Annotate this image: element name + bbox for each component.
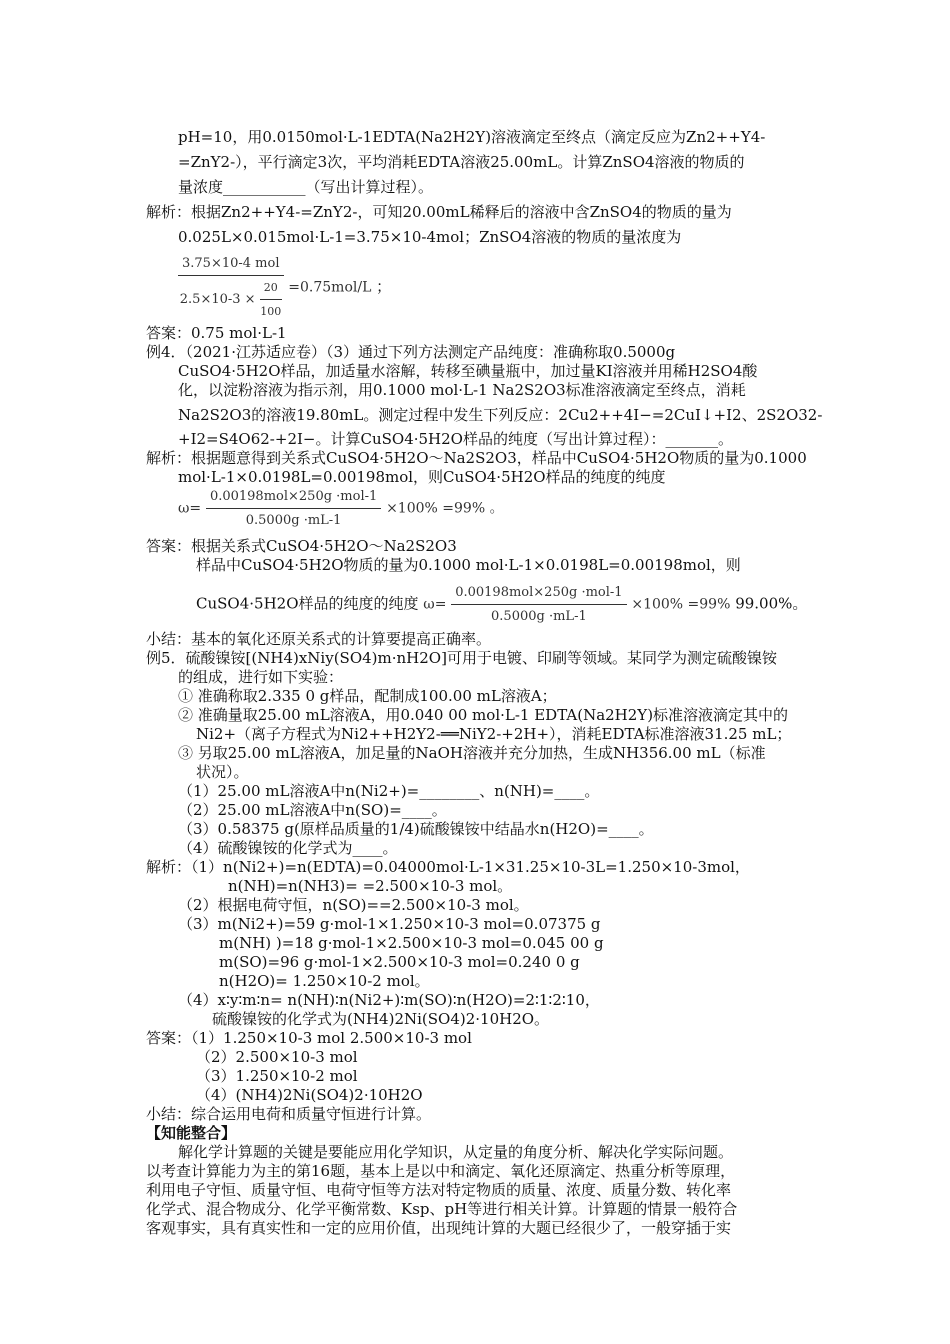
formula-result: ×100% =99% bbox=[631, 596, 731, 613]
analysis-line: n(NH)=n(NH3)= =2.500×10-3 mol。 bbox=[228, 877, 513, 895]
paragraph-line: 利用电子守恒、质量守恒、电荷守恒等方法对特定物质的质量、浓度、质量分数、转化率 bbox=[146, 1181, 732, 1199]
paragraph-line: 以考查计算能力为主的第16题，基本上是以中和滴定、氧化还原滴定、热重分析等原理， bbox=[146, 1162, 736, 1180]
text-line: =ZnY2-），平行滴定3次，平均消耗EDTA溶液25.00mL。计算ZnSO4溶液的物质的 bbox=[178, 153, 745, 171]
example-line: +I2=S4O62-+2I−。计算CuSO4·5H2O样品的纯度（写出计算过程）：_______。 bbox=[178, 430, 733, 448]
answer-line: （4）(NH4)2Ni(SO4)2·10H2O bbox=[196, 1086, 423, 1104]
answer-line: （2）2.500×10-3 mol bbox=[196, 1048, 358, 1066]
analysis-line: （3）m(Ni2+)=59 g·mol-1×1.250×10-3 mol=0.07375 g bbox=[178, 915, 601, 933]
formula-purity bbox=[178, 487, 504, 530]
formula-result: =0.75mol/L bbox=[288, 279, 372, 296]
analysis-line: m(NH) )=18 g·mol-1×2.500×10-3 mol=0.045 00 g bbox=[219, 934, 604, 952]
question-line: （1）25.00 mL溶液A中n(Ni2+)=________、n(NH)=____。 bbox=[178, 782, 600, 800]
example-line: ② 准确量取25.00 mL溶液A，用0.040 00 mol·L-1 EDTA(Na2H2Y)标准溶液滴定其中的 bbox=[178, 706, 789, 724]
example-line: ③ 另取25.00 mL溶液A，加足量的NaOH溶液并充分加热，生成NH356.00 mL（标准 bbox=[178, 744, 766, 762]
fraction bbox=[451, 583, 626, 626]
summary-line: 小结：综合运用电荷和质量守恒进行计算。 bbox=[146, 1105, 432, 1123]
fraction-denominator: 0.5000g ·mL-1 bbox=[245, 513, 342, 528]
section-heading: 【知能整合】 bbox=[146, 1124, 237, 1142]
inner-numerator: 20 bbox=[260, 278, 282, 300]
analysis-line: （4）x∶y∶m∶n= n(NH)∶n(Ni2+)∶m(SO)∶n(H2O)=2∶1∶2∶10， bbox=[178, 991, 600, 1009]
example-line: 例4．（2021·江苏适应卷）（3）通过下列方法测定产品纯度：准确称取0.5000g bbox=[146, 343, 676, 361]
inner-fraction bbox=[260, 278, 282, 321]
summary-line: 小结：基本的氧化还原关系式的计算要提高正确率。 bbox=[146, 630, 492, 648]
example-line: 的组成，进行如下实验： bbox=[178, 668, 344, 686]
analysis-line: （2）根据电荷守恒，n(SO)==2.500×10-3 mol。 bbox=[178, 896, 529, 914]
answer-line: （3）1.250×10-2 mol bbox=[196, 1067, 358, 1085]
answer-text: CuSO4·5H2O样品的纯度的纯度 bbox=[196, 594, 419, 613]
example-line: 例5．硫酸镍铵[(NH4)xNiy(SO4)m·nH2O]可用于电镀、印刷等领域。某同学为测定硫酸镍铵 bbox=[146, 649, 777, 667]
example-line: Na2S2O3的溶液19.80mL。测定过程中发生下列反应：2Cu2++4I−=2CuI↓+I2、2S2O32- bbox=[178, 406, 823, 424]
answer-formula-line bbox=[196, 583, 807, 626]
fraction bbox=[178, 254, 284, 321]
analysis-line: 解析：根据Zn2++Y4-=ZnY2-，可知20.00mL稀释后的溶液中含ZnSO4的物质的量为 bbox=[146, 203, 732, 221]
analysis-line: mol·L-1×0.0198L=0.00198mol，则CuSO4·5H2O样品的纯度的纯度 bbox=[178, 468, 666, 486]
question-line: （2）25.00 mL溶液A中n(SO)=____。 bbox=[178, 801, 447, 819]
formula-tail: ； bbox=[376, 277, 392, 296]
paragraph-line: 客观事实，具有真实性和一定的应用价值，出现纯计算的大题已经很少了，一般穿插于实 bbox=[146, 1219, 732, 1237]
example-line: 化，以淀粉溶液为指示剂，用0.1000 mol·L-1 Na2S2O3标准溶液滴定至终点，消耗 bbox=[178, 381, 746, 399]
question-line: （3）0.58375 g(原样品质量的1/4)硫酸镍铵中结晶水n(H2O)=____。 bbox=[178, 820, 654, 838]
answer-line: 答案：0.75 mol·L-1 bbox=[146, 324, 287, 342]
fraction-numerator: 0.00198mol×250g ·mol-1 bbox=[451, 583, 626, 605]
denominator-part: 2.5×10-3 × bbox=[179, 292, 256, 307]
analysis-line: 硫酸镍铵的化学式为(NH4)2Ni(SO4)2·10H2O。 bbox=[212, 1010, 550, 1028]
fraction-denominator: 0.5000g ·mL-1 bbox=[491, 609, 587, 624]
formula-prefix: ω= bbox=[178, 500, 202, 517]
text-line: 量浓度___________（写出计算过程）。 bbox=[178, 178, 434, 196]
text-line: pH=10，用0.0150mol·L-1EDTA(Na2H2Y)溶液滴定至终点（滴定反应为Zn2++Y4- bbox=[178, 128, 766, 146]
example-line: ① 准确称取2.335 0 g样品，配制成100.00 mL溶液A； bbox=[178, 687, 557, 705]
paragraph-line: 解化学计算题的关键是要能应用化学知识，从定量的角度分析、解决化学实际问题。 bbox=[178, 1143, 734, 1161]
answer-line: 答案：根据关系式CuSO4·5H2O～Na2S2O3 bbox=[146, 537, 457, 555]
answer-line: 样品中CuSO4·5H2O物质的量为0.1000 mol·L-1×0.0198L=0.00198mol，则 bbox=[196, 556, 741, 574]
question-line: （4）硫酸镍铵的化学式为____。 bbox=[178, 839, 398, 857]
answer-text: 99.00%。 bbox=[735, 594, 808, 613]
fraction-numerator: 3.75×10-4 mol bbox=[178, 254, 284, 276]
example-line: CuSO4·5H2O样品，加适量水溶解，转移至碘量瓶中，加过量KI溶液并用稀H2SO4酸 bbox=[178, 362, 758, 380]
analysis-line: 0.025L×0.015mol·L-1=3.75×10-4mol；ZnSO4溶液的物质的量浓度为 bbox=[178, 228, 682, 246]
fraction-numerator: 0.00198mol×250g ·mol-1 bbox=[206, 487, 381, 509]
fraction-denominator bbox=[178, 276, 284, 321]
formula-result: ×100% =99% 。 bbox=[386, 500, 504, 517]
analysis-line: m(SO)=96 g·mol-1×2.500×10-3 mol=0.240 0 g bbox=[219, 953, 580, 971]
inner-denominator: 100 bbox=[260, 305, 282, 318]
analysis-line: 解析：（1）n(Ni2+)=n(EDTA)=0.04000mol·L-1×31.25×10-3L=1.250×10-3mol， bbox=[146, 858, 750, 876]
analysis-line: n(H2O)= 1.250×10-2 mol。 bbox=[219, 972, 430, 990]
formula-prefix: ω= bbox=[423, 596, 447, 613]
formula-concentration bbox=[178, 254, 391, 321]
example-line: Ni2+（离子方程式为Ni2++H2Y2-══NiY2-+2H+），消耗EDTA标准溶液31.25 mL； bbox=[196, 725, 792, 743]
example-line: 状况）。 bbox=[196, 763, 249, 781]
answer-line: 答案：（1）1.250×10-3 mol 2.500×10-3 mol bbox=[146, 1029, 472, 1047]
paragraph-line: 化学式、混合物成分、化学平衡常数、Ksp、pH等进行相关计算。计算题的情景一般符合 bbox=[146, 1200, 738, 1218]
fraction bbox=[206, 487, 381, 530]
analysis-line: 解析：根据题意得到关系式CuSO4·5H2O～Na2S2O3，样品中CuSO4·5H2O物质的量为0.1000 bbox=[146, 449, 807, 467]
